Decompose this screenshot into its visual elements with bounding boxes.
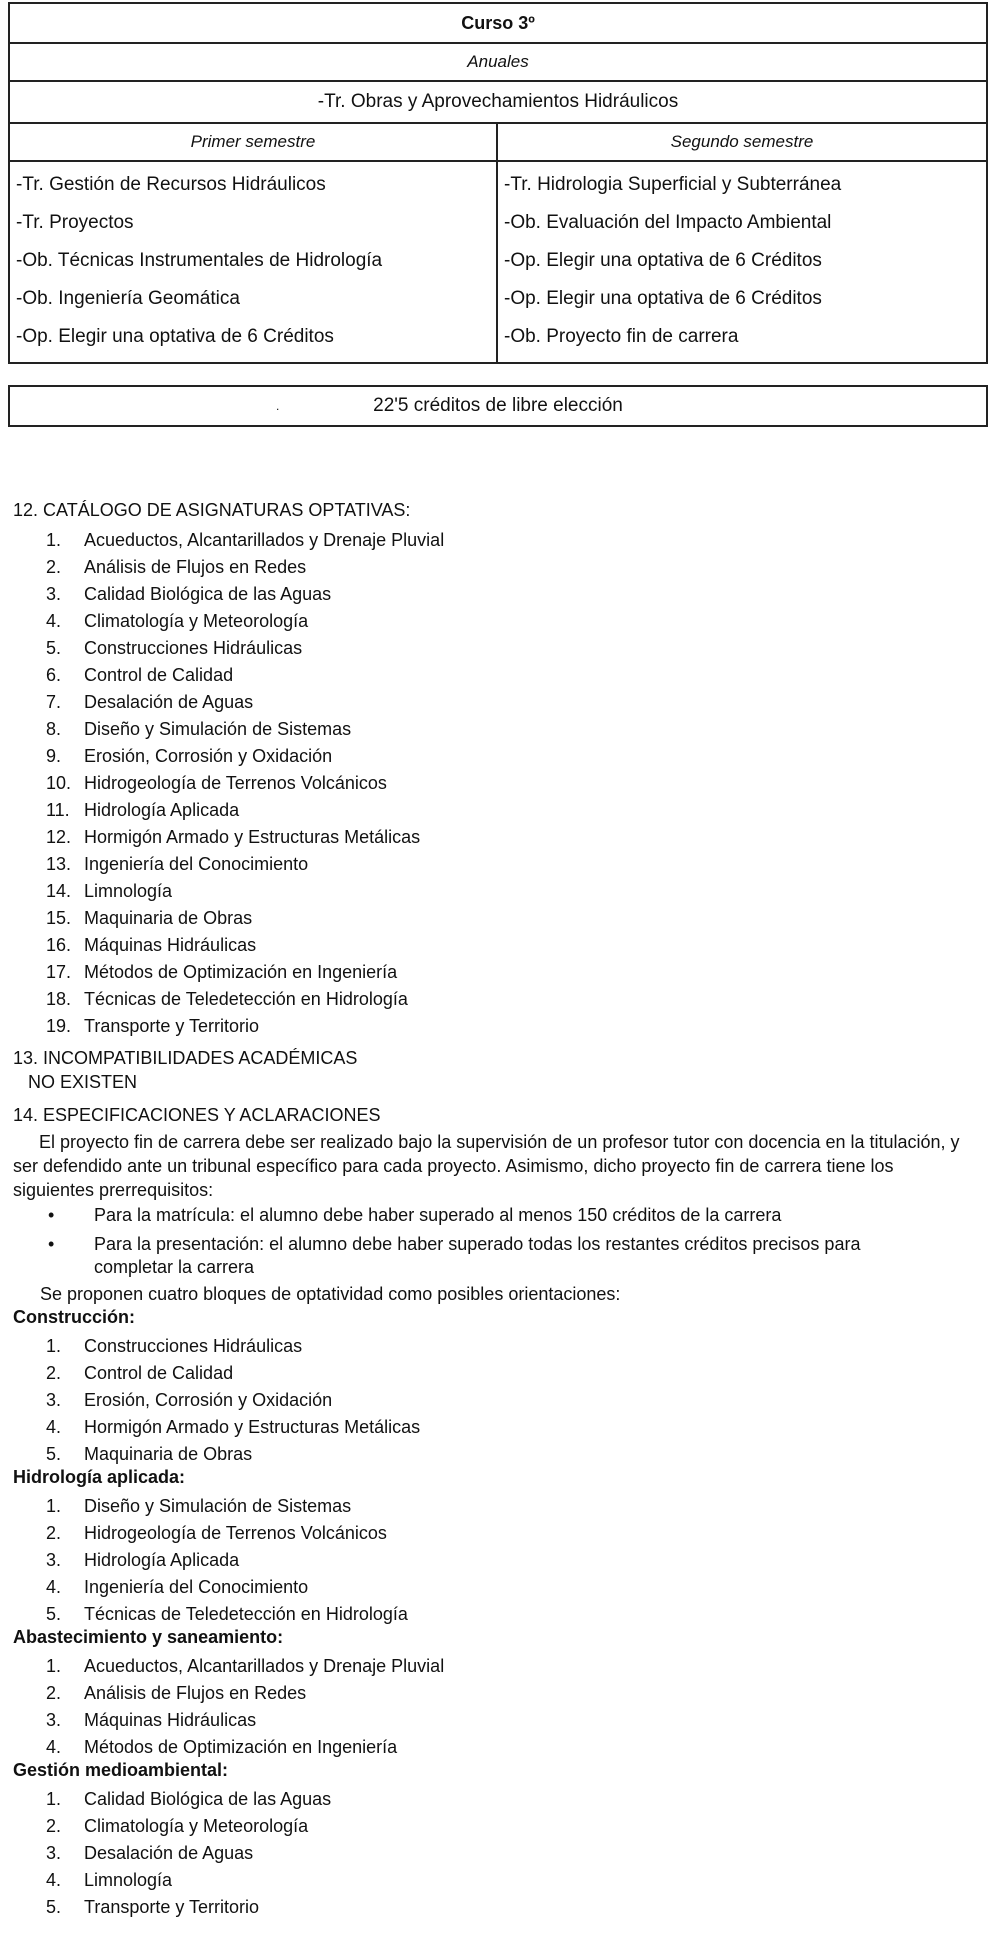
list-item-text: Análisis de Flujos en Redes [84,557,307,577]
list-item-text: Técnicas de Teledetección en Hidrología [84,1604,408,1624]
block-list-construccion [46,1333,420,1468]
list-item-text: Desalación de Aguas [84,692,254,712]
list-item-text: Transporte y Territorio [84,1016,260,1036]
second-semester-subject: -Op. Elegir una optativa de 6 Créditos [504,250,822,271]
prerequisite-item: • Para la matrícula: el alumno debe haber superado al menos 150 créditos de la carrera [48,1205,782,1225]
list-item [46,1734,444,1761]
section-12-heading: 12. CATÁLOGO DE ASIGNATURAS OPTATIVAS: [13,500,411,520]
second-semester-column [498,124,986,362]
list-item-text: Acueductos, Alcantarillados y Drenaje Pluvial [84,530,445,550]
list-item-number: 10. [46,773,72,793]
list-item [46,1493,408,1520]
list-item-number: 2. [46,1363,62,1383]
list-item-number: 4. [46,1870,62,1890]
first-semester-subject: -Tr. Gestión de Recursos Hidráulicos [16,174,326,195]
list-item-text: Calidad Biológica de las Aguas [84,584,332,604]
list-item-text: Técnicas de Teledetección en Hidrología [84,989,408,1009]
list-item [46,608,444,635]
course-table [8,2,988,364]
list-item-number: 8. [46,719,62,739]
second-semester-subject: -Tr. Hidrologia Superficial y Subterránea [504,174,842,195]
block-title: Gestión medioambiental: [13,1760,229,1780]
list-item [46,1441,420,1468]
annual-header: Anuales [10,44,986,82]
list-item-text: Hormigón Armado y Estructuras Metálicas [84,827,421,847]
list-item-text: Ingeniería del Conocimiento [84,1577,309,1597]
list-item-text: Máquinas Hidráulicas [84,935,257,955]
list-item [46,1387,420,1414]
list-item [46,1786,331,1813]
list-item [46,959,444,986]
list-item-text: Climatología y Meteorología [84,611,309,631]
list-item-text: Climatología y Meteorología [84,1816,309,1836]
list-item-number: 11. [46,800,70,820]
list-item [46,581,444,608]
list-item-text: Maquinaria de Obras [84,1444,253,1464]
list-item-number: 13. [46,854,72,874]
second-semester-header: Segundo semestre [498,124,986,162]
list-item-number: 2. [46,1523,62,1543]
list-item-text: Construcciones Hidráulicas [84,1336,303,1356]
section-14-paragraph-text: El proyecto fin de carrera debe ser realizado bajo la supervisión de un profesor tutor con docencia en la titulación, y ser defendido ante un tribunal específico para cada proyecto. Asimismo, dicho proyecto fin de carrera tiene los siguientes prerrequisitos: [13,1132,960,1200]
list-item [46,689,444,716]
list-item [46,986,444,1013]
list-item-text: Hidrología Aplicada [84,1550,240,1570]
list-item-number: 1. [46,530,62,550]
bullet-icon: • [48,1234,55,1254]
list-item-number: 3. [46,584,62,604]
list-item [46,1840,331,1867]
list-item-number: 7. [46,692,62,712]
list-item-number: 2. [46,1816,62,1836]
first-semester-header: Primer semestre [10,124,496,162]
list-item-text: Construcciones Hidráulicas [84,638,303,658]
list-item-number: 2. [46,557,62,577]
free-choice-credits-text: 22'5 créditos de libre elección [373,395,623,416]
list-item-text: Erosión, Corrosión y Oxidación [84,1390,333,1410]
list-item [46,1867,331,1894]
list-item-text: Control de Calidad [84,665,234,685]
list-item [46,1601,408,1628]
list-item-number: 6. [46,665,62,685]
first-semester-subject: -Op. Elegir una optativa de 6 Créditos [16,326,334,347]
list-item-number: 15. [46,908,72,928]
list-item-number: 4. [46,611,62,631]
list-item [46,1547,408,1574]
second-semester-subject: -Op. Elegir una optativa de 6 Créditos [504,288,822,309]
list-item [46,527,444,554]
list-item-text: Hormigón Armado y Estructuras Metálicas [84,1417,421,1437]
list-item-text: Transporte y Territorio [84,1897,260,1917]
list-item [46,1894,331,1921]
list-item-number: 17. [46,962,72,982]
list-item-number: 5. [46,1897,62,1917]
list-item-text: Análisis de Flujos en Redes [84,1683,307,1703]
list-item [46,1360,420,1387]
list-item [46,932,444,959]
list-item-text: Maquinaria de Obras [84,908,253,928]
list-item [46,851,444,878]
bullet-icon: • [48,1205,55,1225]
stray-dot: . [276,399,280,413]
section-14-paragraph [13,1130,963,1202]
list-item-number: 9. [46,746,62,766]
list-item-number: 16. [46,935,72,955]
list-item-text: Calidad Biológica de las Aguas [84,1789,332,1809]
section-14-heading: 14. ESPECIFICACIONES Y ACLARACIONES [13,1105,381,1125]
list-item [46,878,444,905]
list-item-number: 18. [46,989,72,1009]
section-13-heading: 13. INCOMPATIBILIDADES ACADÉMICAS [13,1048,358,1068]
second-semester-subject: -Ob. Proyecto fin de carrera [504,326,739,347]
list-item-number: 4. [46,1417,62,1437]
list-item-text: Métodos de Optimización en Ingeniería [84,1737,398,1757]
list-item-number: 14. [46,881,72,901]
list-item [46,824,444,851]
prerequisites-list [48,1204,928,1285]
list-item-number: 5. [46,638,62,658]
list-item [46,1680,444,1707]
list-item [46,1520,408,1547]
list-item-number: 4. [46,1577,62,1597]
list-item-number: 4. [46,1737,62,1757]
list-item-text: Máquinas Hidráulicas [84,1710,257,1730]
list-item-number: 1. [46,1336,62,1356]
list-item [46,1653,444,1680]
list-item [46,1333,420,1360]
block-list-hidrologia [46,1493,408,1628]
blocks-intro: Se proponen cuatro bloques de optatividad como posibles orientaciones: [40,1284,621,1304]
list-item-number: 1. [46,1656,62,1676]
optional-subjects-list [46,527,444,1040]
list-item [46,1414,420,1441]
list-item-number: 3. [46,1710,62,1730]
list-item-number: 3. [46,1550,62,1570]
list-item-number: 3. [46,1843,62,1863]
first-semester-subject: -Ob. Ingeniería Geomática [16,288,240,309]
list-item-text: Control de Calidad [84,1363,234,1383]
list-item [46,1574,408,1601]
first-semester-subject: -Ob. Técnicas Instrumentales de Hidrología [16,250,383,271]
list-item [46,797,444,824]
list-item-text: Desalación de Aguas [84,1843,254,1863]
list-item-number: 2. [46,1683,62,1703]
block-title: Hidrología aplicada: [13,1467,186,1487]
list-item-number: 5. [46,1444,62,1464]
list-item-text: Métodos de Optimización en Ingeniería [84,962,398,982]
list-item-text: Diseño y Simulación de Sistemas [84,1496,352,1516]
list-item [46,716,444,743]
list-item-text: Erosión, Corrosión y Oxidación [84,746,333,766]
list-item-text: Diseño y Simulación de Sistemas [84,719,352,739]
list-item-text: Limnología [84,881,173,901]
list-item-number: 19. [46,1016,72,1036]
semester-columns [10,124,986,362]
block-title: Construcción: [13,1307,136,1327]
list-item [46,1013,444,1040]
free-choice-credits-box [8,385,988,427]
list-item-number: 1. [46,1496,62,1516]
list-item-text: Hidrogeología de Terrenos Volcánicos [84,773,387,793]
list-item [46,770,444,797]
list-item [46,1813,331,1840]
list-item [46,635,444,662]
list-item-text: Ingeniería del Conocimiento [84,854,309,874]
second-semester-subject: -Ob. Evaluación del Impacto Ambiental [504,212,832,233]
first-semester-column [10,124,498,362]
course-title: Curso 3º [10,4,986,44]
block-list-gestion [46,1786,331,1921]
list-item [46,905,444,932]
list-item-number: 5. [46,1604,62,1624]
list-item-number: 12. [46,827,72,847]
list-item-text: Acueductos, Alcantarillados y Drenaje Pluvial [84,1656,445,1676]
list-item [46,743,444,770]
list-item-text: Limnología [84,1870,173,1890]
list-item [46,1707,444,1734]
list-item-text: Hidrogeología de Terrenos Volcánicos [84,1523,387,1543]
list-item-number: 3. [46,1390,62,1410]
block-list-abastecimiento [46,1653,444,1761]
first-semester-subject: -Tr. Proyectos [16,212,134,233]
annual-subject: -Tr. Obras y Aprovechamientos Hidráulicos [10,82,986,124]
list-item-text: Hidrología Aplicada [84,800,240,820]
list-item [46,554,444,581]
block-title: Abastecimiento y saneamiento: [13,1627,284,1647]
list-item [46,662,444,689]
list-item-number: 1. [46,1789,62,1809]
section-13-text: NO EXISTEN [28,1072,138,1092]
prerequisite-item: • Para la presentación: el alumno debe haber superado todas los restantes créditos precisos para completar la carrera [48,1234,861,1277]
